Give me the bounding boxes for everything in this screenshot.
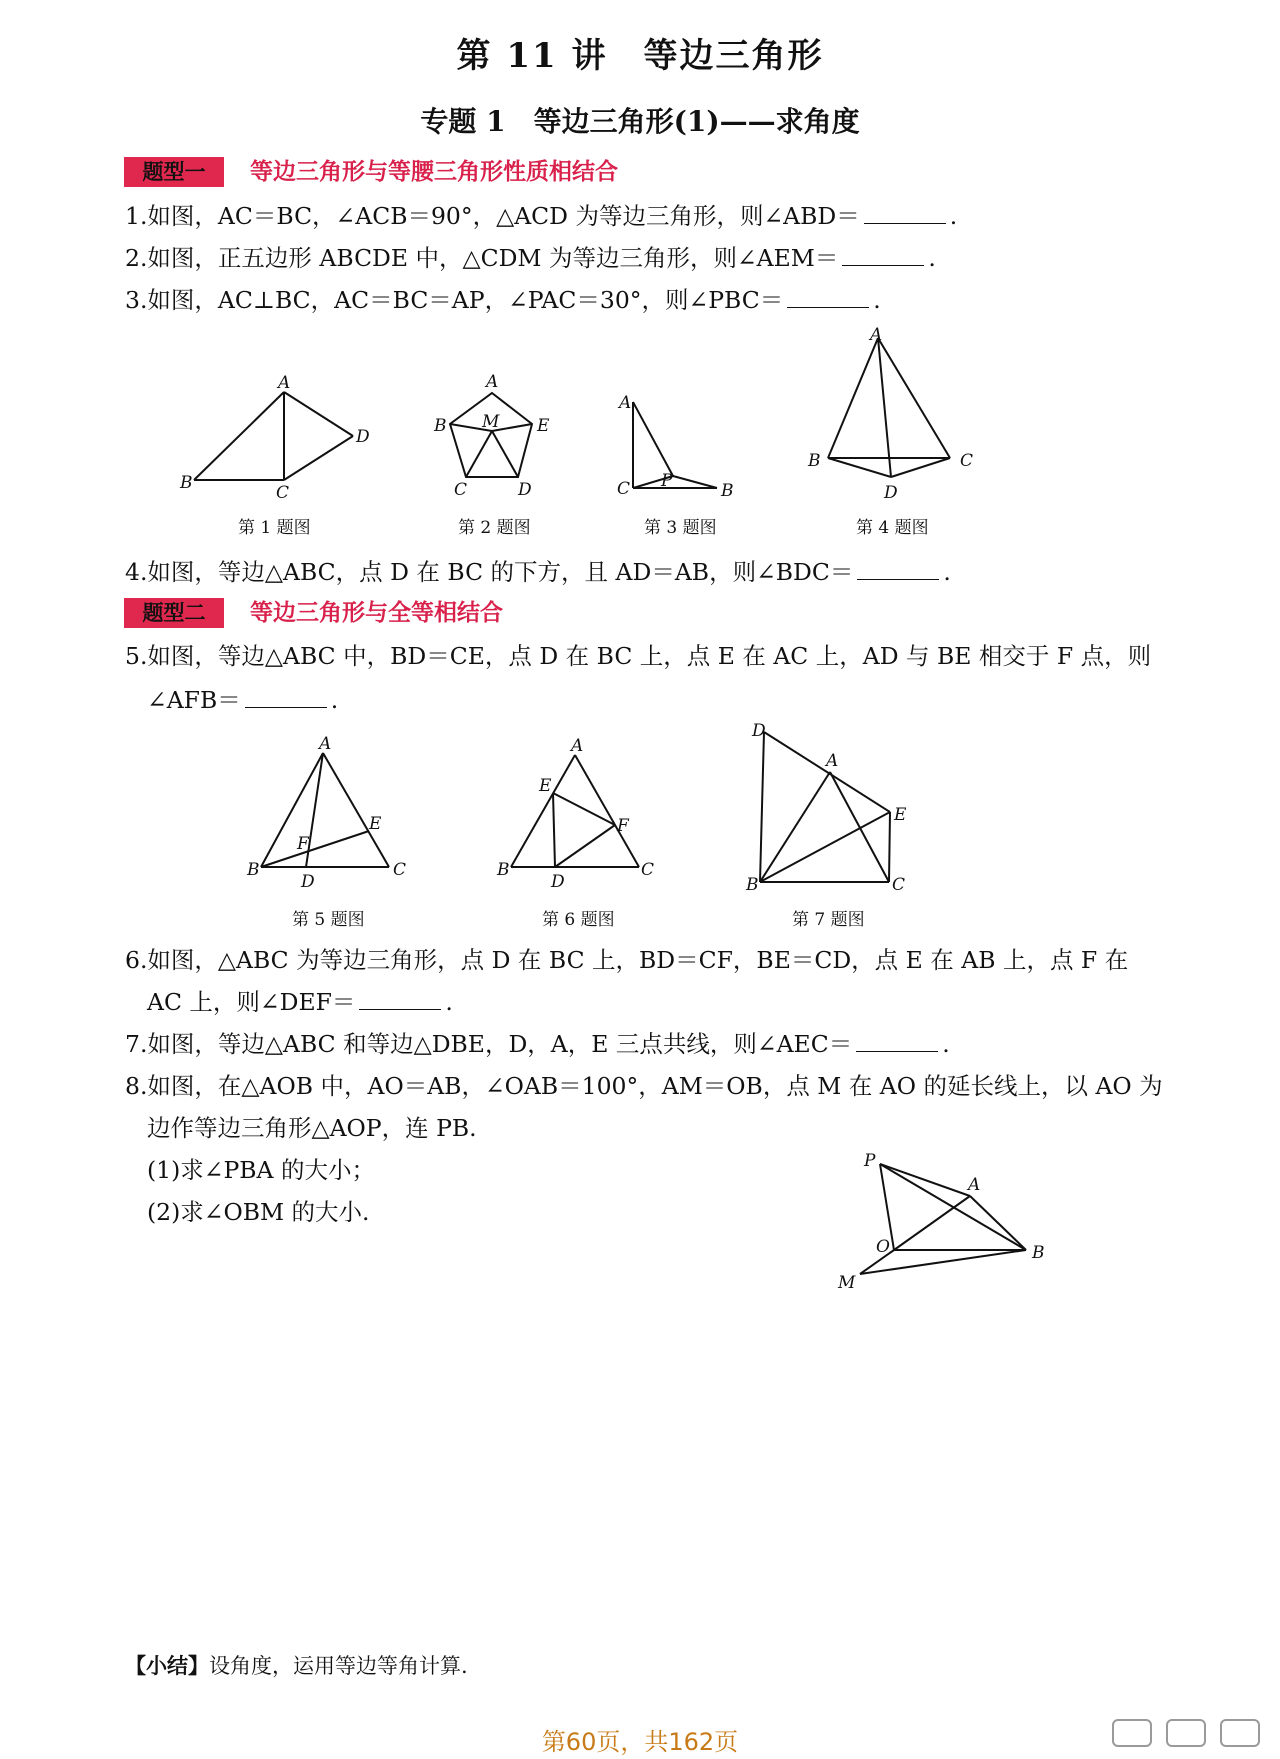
question-6: 6.如图，△ABC 为等边三角形，点 D 在 BC 上，BD＝CF，BE＝CD，点 E 在 AB 上，点 F 在 — [125, 946, 1129, 974]
question-5-cont: ∠AFB＝ . — [147, 686, 339, 714]
figure-6 — [495, 735, 665, 895]
point-label: A — [278, 373, 291, 393]
point-label: A — [619, 393, 632, 413]
topic-title: 专题 1 等边三角形(1)——求角度 — [420, 105, 860, 138]
point-label: C — [393, 860, 407, 880]
section-badge-1: 题型一 — [124, 157, 224, 187]
point-label: C — [617, 479, 631, 499]
question-7: 7.如图，等边△ABC 和等边△DBE，D，A，E 三点共线，则∠AEC＝ . — [125, 1030, 950, 1058]
point-label: A — [571, 736, 584, 756]
point-label: B — [497, 860, 510, 880]
point-label: D — [884, 483, 898, 503]
point-label: C — [454, 480, 468, 500]
question-5: 5.如图，等边△ABC 中，BD＝CE，点 D 在 BC 上，点 E 在 AC 上，AD 与 BE 相交于 F 点，则 — [125, 642, 1152, 670]
answer-blank[interactable] — [359, 989, 441, 1010]
figure-caption-7: 第 7 题图 — [792, 910, 865, 930]
point-label: B — [434, 416, 447, 436]
figure-caption-5: 第 5 题图 — [292, 910, 365, 930]
figure-caption-1: 第 1 题图 — [238, 518, 311, 538]
figure-2 — [430, 372, 570, 505]
figure-caption-6: 第 6 题图 — [542, 910, 615, 930]
question-8-part-2: (2)求∠OBM 的大小. — [147, 1198, 370, 1226]
figure-4 — [800, 322, 980, 502]
point-label: B — [808, 451, 821, 471]
section-badge-2: 题型二 — [124, 598, 224, 628]
section-title-1: 等边三角形与等腰三角形性质相结合 — [250, 159, 618, 185]
point-label: O — [876, 1237, 890, 1257]
question-2: 2.如图，正五边形 ABCDE 中，△CDM 为等边三角形，则∠AEM＝ . — [125, 244, 936, 272]
answer-blank[interactable] — [245, 687, 327, 708]
point-label: E — [894, 805, 907, 825]
question-3: 3.如图，AC⊥BC，AC＝BC＝AP，∠PAC＝30°，则∠PBC＝ . — [125, 286, 881, 314]
point-label: B — [721, 481, 734, 501]
question-6-cont: AC 上，则∠DEF＝ . — [147, 988, 453, 1016]
question-8: 8.如图，在△AOB 中，AO＝AB，∠OAB＝100°，AM＝OB，点 M 在 AO 的延长线上，以 AO 为 — [125, 1072, 1163, 1100]
point-label: A — [319, 734, 332, 754]
point-label: D — [356, 427, 370, 447]
single-page-icon[interactable] — [1112, 1719, 1152, 1747]
point-label: A — [486, 372, 499, 392]
point-label: P — [864, 1151, 876, 1171]
point-label: A — [826, 751, 839, 771]
section-title-2: 等边三角形与全等相结合 — [250, 600, 503, 626]
point-label: E — [369, 814, 382, 834]
figure-caption-3: 第 3 题图 — [644, 518, 717, 538]
point-label: D — [301, 872, 315, 892]
answer-blank[interactable] — [864, 203, 946, 224]
point-label: D — [518, 480, 532, 500]
point-label: D — [551, 872, 565, 892]
point-label: C — [892, 875, 906, 895]
point-label: C — [960, 451, 974, 471]
point-label: C — [641, 860, 655, 880]
point-label: P — [661, 471, 673, 491]
point-label: B — [746, 875, 759, 895]
point-label: E — [539, 776, 552, 796]
lecture-title: 第 11 讲 等边三角形 — [456, 36, 824, 76]
summary-tag: 【小结】 — [125, 1653, 209, 1678]
point-label: B — [247, 860, 260, 880]
figure-8 — [830, 1148, 1050, 1298]
question-1: 1.如图，AC＝BC，∠ACB＝90°，△ACD 为等边三角形，则∠ABD＝ . — [125, 202, 958, 230]
scroll-mode-icon[interactable] — [1220, 1719, 1260, 1747]
question-8-cont: 边作等边三角形△AOP，连 PB. — [147, 1114, 477, 1142]
viewer-toolbar — [1060, 1716, 1260, 1750]
figure-caption-4: 第 4 题图 — [856, 518, 929, 538]
point-label: M — [482, 412, 500, 432]
point-label: E — [537, 416, 550, 436]
answer-blank[interactable] — [787, 287, 869, 308]
figure-caption-2: 第 2 题图 — [458, 518, 531, 538]
summary — [125, 1650, 468, 1680]
point-label: A — [870, 325, 883, 345]
point-label: F — [297, 834, 309, 854]
figure-7 — [742, 721, 922, 895]
page-indicator: 第60页，共162页 — [541, 1728, 739, 1756]
figure-3 — [615, 390, 745, 505]
point-label: B — [1032, 1243, 1045, 1263]
question-4: 4.如图，等边△ABC，点 D 在 BC 的下方，且 AD＝AB，则∠BDC＝ . — [125, 558, 951, 586]
double-page-icon[interactable] — [1166, 1719, 1206, 1747]
point-label: B — [180, 473, 193, 493]
figure-5 — [245, 735, 415, 895]
summary-text: 设角度，运用等边等角计算. — [209, 1654, 468, 1678]
figure-1 — [180, 370, 400, 510]
question-8-part-1: (1)求∠PBA 的大小； — [147, 1156, 376, 1184]
answer-blank[interactable] — [856, 1031, 938, 1052]
point-label: C — [276, 483, 290, 503]
point-label: A — [968, 1175, 981, 1195]
point-label: D — [752, 721, 766, 741]
answer-blank[interactable] — [857, 559, 939, 580]
answer-blank[interactable] — [842, 245, 924, 266]
point-label: F — [617, 816, 629, 836]
point-label: M — [838, 1273, 856, 1293]
